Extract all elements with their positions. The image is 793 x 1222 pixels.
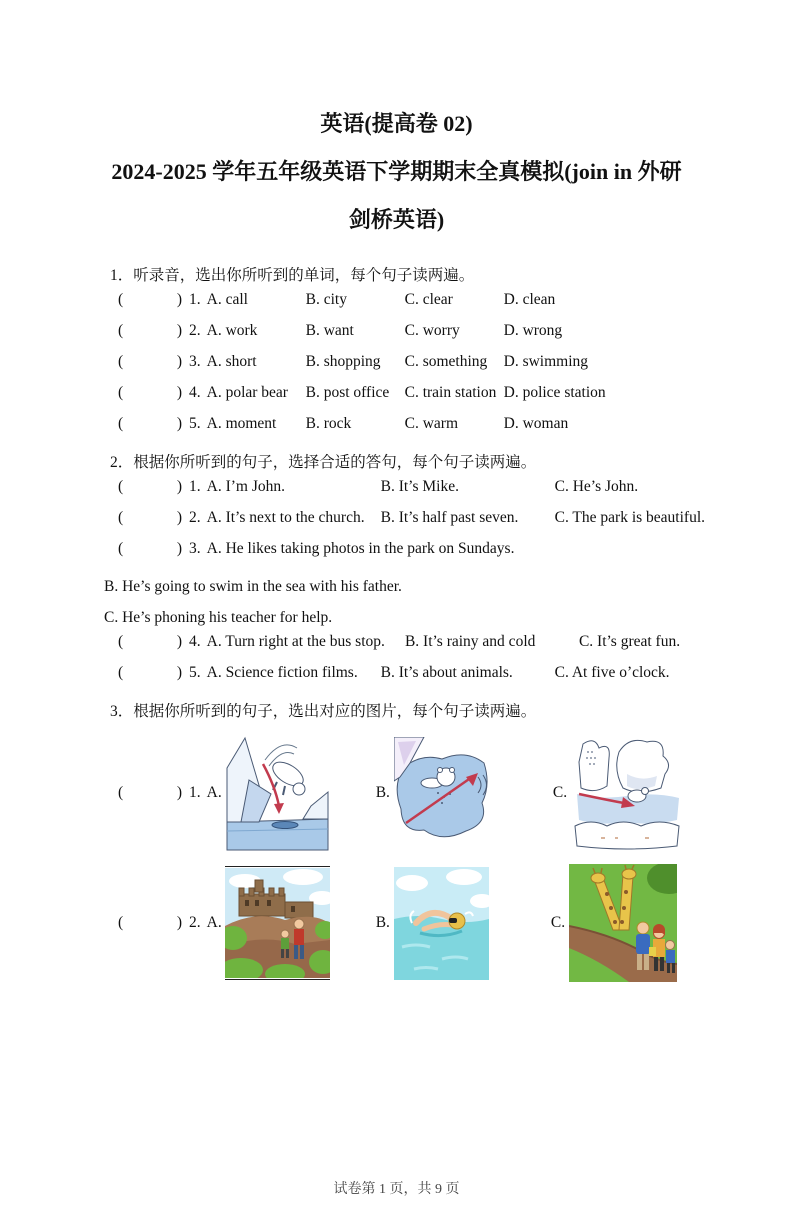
question-number: 1. bbox=[189, 784, 201, 801]
option-c: C. something bbox=[404, 353, 488, 370]
bracket-close: ) bbox=[176, 509, 182, 526]
question-row-2-3 bbox=[104, 540, 701, 571]
option-letter-c: C. bbox=[552, 784, 568, 801]
option-a: A. He likes taking photos in the park on Sundays. bbox=[206, 540, 515, 557]
bracket-close: ) bbox=[176, 478, 182, 495]
option-c: C. worry bbox=[404, 322, 460, 339]
paper-title-line3: 剑桥英语) bbox=[348, 207, 445, 232]
bracket-open: ( bbox=[118, 914, 124, 931]
option-b: B. rock bbox=[305, 415, 352, 432]
option-c: C. He’s John. bbox=[554, 478, 639, 495]
paper-body bbox=[104, 260, 706, 982]
question-row-1-2 bbox=[104, 322, 701, 353]
picture-polar-bear-swimming bbox=[394, 737, 491, 849]
bracket-close: ) bbox=[176, 322, 182, 339]
bracket-open: ( bbox=[118, 478, 124, 495]
option-b-continued: B. He’s going to swim in the sea with his father. bbox=[104, 578, 402, 595]
answer-bracket bbox=[118, 478, 182, 496]
answer-bracket bbox=[118, 664, 182, 682]
question-number: 5. bbox=[189, 415, 201, 432]
option-a: A. work bbox=[206, 322, 258, 339]
bracket-open: ( bbox=[118, 540, 124, 557]
option-letter-a: A. bbox=[206, 784, 222, 801]
paper-title-line1: 英语(提高卷 02) bbox=[320, 111, 473, 136]
option-a: A. It’s next to the church. bbox=[206, 509, 365, 526]
option-a: A. short bbox=[206, 353, 257, 370]
answer-bracket bbox=[118, 322, 182, 340]
option-c-continued: C. He’s phoning his teacher for help. bbox=[104, 609, 333, 626]
bracket-close: ) bbox=[176, 384, 182, 401]
question-number: 2. bbox=[189, 322, 201, 339]
option-b: B. city bbox=[305, 291, 347, 308]
question-number: 4. bbox=[189, 384, 201, 401]
bracket-close: ) bbox=[176, 291, 182, 308]
answer-bracket bbox=[118, 291, 182, 309]
picture-question-row-3-1 bbox=[104, 734, 701, 852]
option-b: B. It’s rainy and cold bbox=[404, 633, 536, 650]
option-c: C. train station bbox=[404, 384, 497, 401]
bracket-close: ) bbox=[176, 664, 182, 681]
option-b: B. It’s Mike. bbox=[380, 478, 459, 495]
option-b: B. post office bbox=[305, 384, 390, 401]
question-row-1-5 bbox=[104, 415, 701, 446]
question-row-1-1 bbox=[104, 291, 701, 322]
option-c: C. At five o’clock. bbox=[554, 664, 670, 681]
answer-bracket bbox=[118, 415, 182, 433]
option-a: A. I’m John. bbox=[206, 478, 285, 495]
picture-swimmer bbox=[394, 867, 489, 980]
bracket-open: ( bbox=[118, 384, 124, 401]
option-c: C. warm bbox=[404, 415, 459, 432]
picture-question-row-3-2 bbox=[104, 864, 701, 982]
bracket-close: ) bbox=[176, 415, 182, 432]
question-number: 1. bbox=[189, 478, 201, 495]
option-letter-b: B. bbox=[375, 784, 390, 801]
option-d: D. police station bbox=[503, 384, 606, 401]
picture-polar-bear-diving bbox=[225, 734, 330, 852]
section1 bbox=[104, 291, 701, 446]
question-row-2-5 bbox=[104, 664, 701, 695]
question-number: 1. bbox=[189, 291, 201, 308]
option-letter-c: C. bbox=[550, 914, 566, 931]
option-b: B. It’s half past seven. bbox=[380, 509, 519, 526]
option-letter-a: A. bbox=[206, 914, 222, 931]
bracket-close: ) bbox=[176, 914, 182, 931]
option-b: B. want bbox=[305, 322, 354, 339]
question-row-2-4 bbox=[104, 633, 701, 664]
question-number: 2. bbox=[189, 914, 201, 931]
option-a: A. moment bbox=[206, 415, 277, 432]
bracket-open: ( bbox=[118, 633, 124, 650]
option-d: D. swimming bbox=[503, 353, 589, 370]
option-c: C. clear bbox=[404, 291, 453, 308]
question-number: 4. bbox=[189, 633, 201, 650]
answer-bracket bbox=[118, 540, 182, 558]
paper-title bbox=[0, 100, 793, 244]
picture-polar-bear-climbing-out bbox=[571, 734, 683, 852]
picture-zoo-giraffes bbox=[569, 864, 677, 982]
bracket-close: ) bbox=[176, 784, 182, 801]
question-number: 3. bbox=[189, 540, 201, 557]
option-c: C. It’s great fun. bbox=[578, 633, 681, 650]
page-footer: 试卷第 1 页，共 9 页 bbox=[333, 1182, 460, 1197]
option-c: C. The park is beautiful. bbox=[554, 509, 706, 526]
option-letter-b: B. bbox=[375, 914, 390, 931]
option-b: B. It’s about animals. bbox=[380, 664, 513, 681]
section2 bbox=[104, 478, 706, 695]
option-a: A. Turn right at the bus stop. bbox=[206, 633, 385, 650]
question-number: 3. bbox=[189, 353, 201, 370]
bracket-close: ) bbox=[176, 540, 182, 557]
option-d: D. wrong bbox=[503, 322, 563, 339]
bracket-open: ( bbox=[118, 784, 124, 801]
bracket-open: ( bbox=[118, 664, 124, 681]
question-number: 5. bbox=[189, 664, 201, 681]
option-a: A. call bbox=[206, 291, 248, 308]
option-d: D. clean bbox=[503, 291, 556, 308]
answer-bracket bbox=[118, 384, 182, 402]
question-row-1-3 bbox=[104, 353, 701, 384]
option-a: A. polar bear bbox=[206, 384, 288, 401]
question-number: 2. bbox=[189, 509, 201, 526]
question-row-2-2 bbox=[104, 509, 706, 540]
section1-heading: 1．听录音，选出你所听到的单词，每个句子读两遍。 bbox=[110, 267, 475, 284]
option-a: A. Science fiction films. bbox=[206, 664, 358, 681]
option-d: D. woman bbox=[503, 415, 569, 432]
bracket-close: ) bbox=[176, 633, 182, 650]
picture-castle-visit bbox=[225, 866, 330, 980]
section2-heading: 2．根据你所听到的句子，选择合适的答句，每个句子读两遍。 bbox=[110, 454, 537, 471]
bracket-open: ( bbox=[118, 415, 124, 432]
answer-bracket bbox=[118, 784, 182, 802]
bracket-open: ( bbox=[118, 353, 124, 370]
paper-title-line2: 2024-2025 学年五年级英语下学期期末全真模拟(join in 外研 bbox=[111, 159, 682, 184]
question-row-1-4 bbox=[104, 384, 701, 415]
section3-heading: 3．根据你所听到的句子，选出对应的图片，每个句子读两遍。 bbox=[110, 703, 537, 720]
bracket-open: ( bbox=[118, 291, 124, 308]
answer-bracket bbox=[118, 353, 182, 371]
question-row-2-1 bbox=[104, 478, 701, 509]
answer-bracket bbox=[118, 633, 182, 651]
answer-bracket bbox=[118, 509, 182, 527]
answer-bracket bbox=[118, 914, 182, 932]
bracket-open: ( bbox=[118, 322, 124, 339]
option-b: B. shopping bbox=[305, 353, 381, 370]
bracket-close: ) bbox=[176, 353, 182, 370]
bracket-open: ( bbox=[118, 509, 124, 526]
